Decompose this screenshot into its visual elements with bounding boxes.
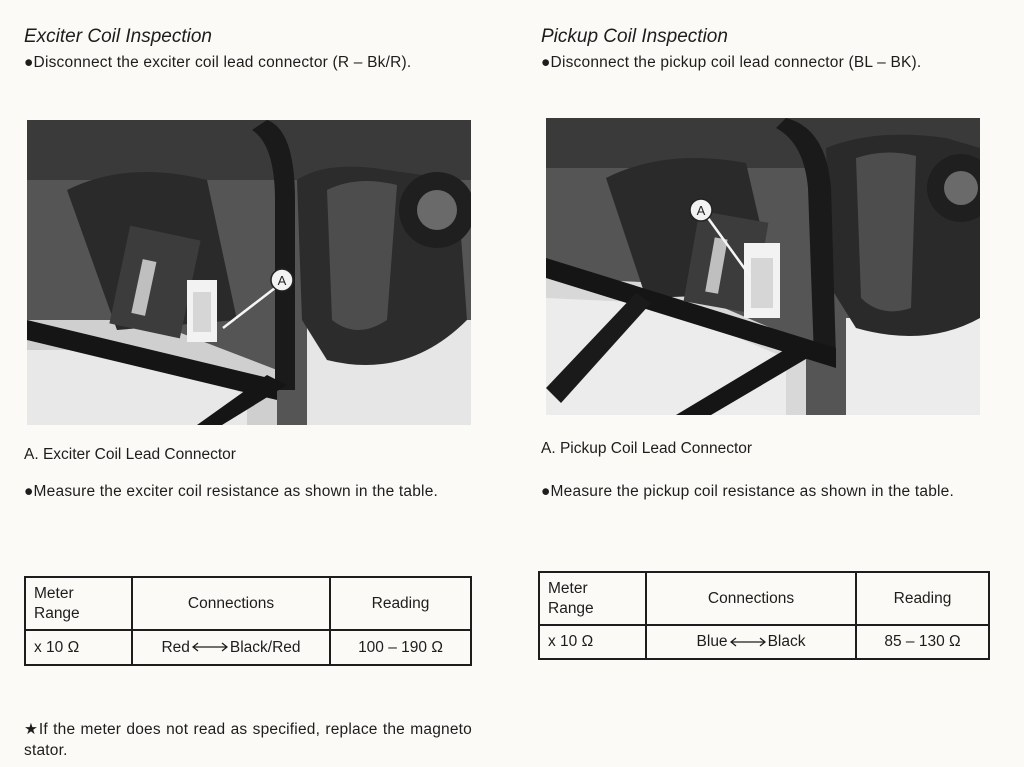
left-section-title: Exciter Coil Inspection [24, 26, 212, 47]
left-note-replace: ★If the meter does not read as specified, replace the magneto stator. [24, 721, 472, 759]
header-reading: Reading [856, 572, 989, 625]
header-meter-range: Meter Range [539, 572, 646, 625]
right-step-measure: ●Measure the pickup coil resistance as shown in the table. [541, 483, 954, 500]
connection-to: Black [767, 633, 806, 650]
pickup-resistance-table [538, 571, 990, 660]
header-connections: Connections [132, 577, 330, 630]
double-arrow-icon [730, 637, 766, 647]
right-photo-caption: A. Pickup Coil Lead Connector [541, 440, 753, 457]
cell-connections [646, 625, 856, 659]
connection-from: Red [161, 638, 190, 656]
connection-from: Blue [696, 633, 728, 650]
double-arrow-icon [192, 642, 228, 652]
header-connections: Connections [646, 572, 856, 625]
cell-meter-range: x 10 Ω [539, 625, 646, 659]
pickup-coil-photo [546, 118, 980, 415]
right-step-disconnect: ●Disconnect the pickup coil lead connector (BL – BK). [541, 54, 922, 71]
right-callout-a: A [696, 203, 706, 218]
header-meter-range: Meter Range [25, 577, 132, 630]
left-step-disconnect: ●Disconnect the exciter coil lead connector (R – Bk/R). [24, 54, 412, 71]
left-callout-a: A [277, 273, 287, 288]
connection-to: Black/Red [229, 638, 301, 656]
exciter-resistance-table [24, 576, 472, 666]
header-reading: Reading [330, 577, 471, 630]
left-step-measure: ●Measure the exciter coil resistance as shown in the table. [24, 483, 439, 500]
exciter-coil-photo [27, 120, 471, 425]
cell-reading: 85 – 130 Ω [856, 625, 989, 659]
cell-reading: 100 – 190 Ω [330, 630, 471, 665]
left-photo-caption: A. Exciter Coil Lead Connector [24, 446, 236, 463]
right-section-title: Pickup Coil Inspection [541, 26, 728, 47]
cell-meter-range: x 10 Ω [25, 630, 132, 665]
cell-connections [132, 630, 330, 665]
